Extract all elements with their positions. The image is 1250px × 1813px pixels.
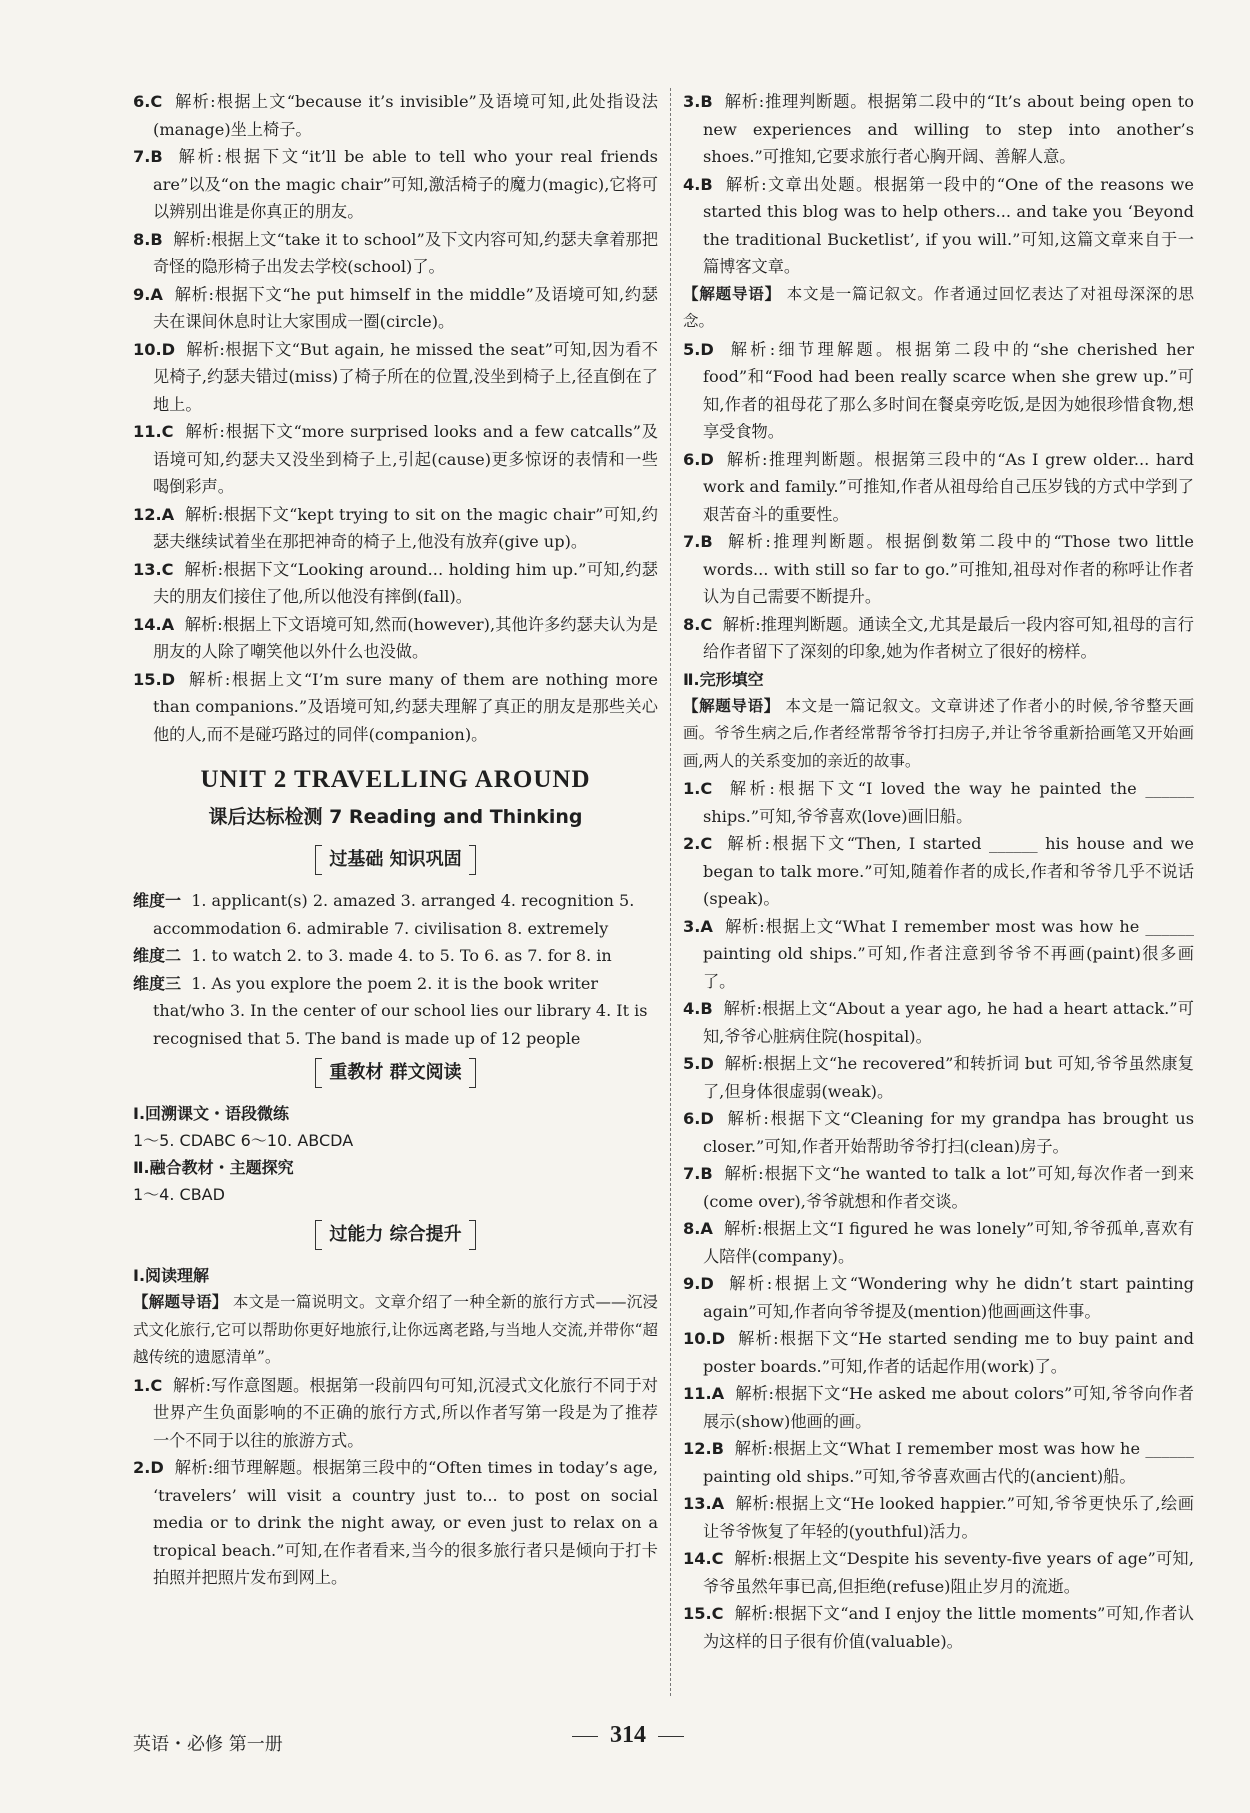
answer-number: 8.A bbox=[683, 1219, 713, 1238]
answer-number: 1.C bbox=[133, 1375, 163, 1395]
answer-explanation: 解析:根据上文“About a year ago, he had a heart attack.”可知,爷爷心脏病住院(hospital)。 bbox=[703, 999, 1194, 1046]
answer-explanation: 解析:根据下文“he put himself in the middle”及语境可知,约瑟夫在课间休息时让大家围成一圈(circle)。 bbox=[153, 284, 658, 331]
answer-explanation: 解析:根据上文“take it to school”及下文内容可知,约瑟夫拿着那把奇怪的隐形椅子出发去学校(school)了。 bbox=[153, 229, 659, 276]
answer-item bbox=[133, 1372, 658, 1455]
answer-explanation: 解析:推理判断题。根据倒数第二段中的“Those two little words... with still so far to go.”可推知,祖母对作者的称呼让作者认为自己需要不断提升。 bbox=[703, 532, 1194, 606]
answer-explanation: 解析:根据下文“Then, I started ______ his house and we began to talk more.”可知,随着作者的成长,作者和爷爷几乎不说话(speak)。 bbox=[703, 834, 1194, 908]
answer-explanation: 解析:根据上文“Despite his seventy-five years of age”可知,爷爷虽然年事已高,但拒绝(refuse)阻止岁月的流逝。 bbox=[703, 1549, 1194, 1596]
answer-explanation: 解析:根据上文“He looked happier.”可知,爷爷更快乐了,绘画让爷爷恢复了年轻的(youthful)活力。 bbox=[703, 1494, 1194, 1541]
answer-explanation: 解析:文章出处题。根据第一段中的“One of the reasons we started this blog was to help others... and take you ‘Beyond the traditional Bucketlist’, if you will.”可知,这篇文章来自于一篇博客文章。 bbox=[703, 174, 1194, 276]
answer-number: 12.B bbox=[683, 1439, 725, 1458]
dimension-label: 维度二 bbox=[133, 946, 182, 965]
section-box-textbook: 重教材 群文阅读 bbox=[315, 1058, 475, 1088]
answer-number: 3.B bbox=[683, 92, 713, 111]
answer-explanation: 解析:根据上文“because it’s invisible”及语境可知,此处指设法(manage)坐上椅子。 bbox=[153, 92, 658, 139]
answer-item bbox=[683, 446, 1194, 529]
answer-explanation: 解析:根据下文“I loved the way he painted the ______ ships.”可知,爷爷喜欢(love)画旧船。 bbox=[703, 779, 1194, 826]
right-mid-answers bbox=[683, 336, 1194, 666]
section-box-basics: 过基础 知识巩固 bbox=[315, 845, 475, 875]
guide-tag: 【解题导语】 bbox=[683, 696, 780, 715]
book-title: 英语・必修 第一册 bbox=[133, 1734, 283, 1755]
answer-explanation: 解析:根据下文“he wanted to talk a lot”可知,每次作者一到来(come over),爷爷就想和作者交谈。 bbox=[703, 1164, 1195, 1211]
answer-explanation: 解析:根据下文“kept trying to sit on the magic chair”可知,约瑟夫继续试着坐在那把神奇的椅子上,他没有放弃(give up)。 bbox=[153, 504, 658, 551]
dimension-line bbox=[133, 970, 658, 1053]
answer-number: 9.A bbox=[133, 284, 163, 304]
answer-number: 5.D bbox=[683, 1054, 714, 1073]
subsection-title: Ⅱ.完形填空 bbox=[683, 669, 764, 689]
answer-item bbox=[133, 666, 658, 749]
left-bottom-answers bbox=[133, 1372, 658, 1592]
answer-item bbox=[683, 995, 1194, 1050]
answer-item bbox=[683, 1325, 1194, 1380]
left-column bbox=[133, 88, 658, 1592]
answer-explanation: 解析:根据上下文语境可知,然而(however),其他许多约瑟夫认为是朋友的人除了嘲笑他以外什么也没做。 bbox=[153, 614, 658, 661]
answer-number: 7.B bbox=[683, 532, 713, 551]
answer-explanation: 解析:写作意图题。根据第一段前四句可知,沉浸式文化旅行不同于对世界产生负面影响的不正确的旅行方式,所以作者写第一段是为了推荐一个不同于以往的旅游方式。 bbox=[153, 1375, 658, 1450]
answer-number: 14.C bbox=[683, 1549, 724, 1568]
column-divider bbox=[670, 88, 671, 1696]
answer-number: 14.A bbox=[133, 614, 175, 634]
answer-number: 11.C bbox=[133, 422, 174, 441]
answer-explanation: 解析:根据下文“more surprised looks and a few catcalls”及语境可知,约瑟夫又没坐到椅子上,引起(cause)更多惊讶的表情和一些喝倒彩声。 bbox=[153, 422, 658, 496]
answer-number: 8.B bbox=[133, 229, 163, 249]
right-column bbox=[683, 88, 1194, 1655]
answer-number: 13.C bbox=[133, 559, 174, 579]
dimension-line bbox=[133, 887, 658, 942]
dimension-label: 维度一 bbox=[133, 891, 182, 910]
guide-paragraph bbox=[133, 1289, 658, 1372]
answer-item bbox=[683, 88, 1194, 171]
answer-number: 5.D bbox=[683, 339, 714, 359]
answer-item bbox=[683, 913, 1194, 996]
answer-number: 4.B bbox=[683, 174, 713, 194]
answer-item bbox=[683, 1105, 1194, 1160]
section-box-ability: 过能力 综合提升 bbox=[315, 1220, 475, 1250]
answer-number: 10.D bbox=[133, 339, 176, 359]
answer-number: 12.A bbox=[133, 504, 175, 524]
dimension-label: 维度三 bbox=[133, 973, 182, 993]
answer-number: 15.C bbox=[683, 1604, 724, 1623]
answer-item bbox=[683, 1050, 1194, 1105]
answer-number: 9.D bbox=[683, 1274, 714, 1293]
dimension-answers bbox=[133, 887, 658, 1052]
answer-number: 7.B bbox=[133, 147, 163, 166]
answer-item bbox=[133, 143, 658, 226]
answer-line: 1～4. CBAD bbox=[133, 1185, 225, 1204]
answer-explanation: 解析:根据上文“What I remember most was how he ______ painting old ships.”可知,爷爷喜欢画古代的(ancient)船。 bbox=[703, 1439, 1194, 1486]
answer-item bbox=[683, 1600, 1194, 1655]
answer-item bbox=[683, 1380, 1194, 1435]
guide-tag: 【解题导语】 bbox=[133, 1293, 228, 1311]
dimension-answers-text: 1. to watch 2. to 3. made 4. to 5. To 6. as 7. for 8. in bbox=[191, 946, 612, 965]
answer-explanation: 解析:根据下文“Cleaning for my grandpa has brought us closer.”可知,作者开始帮助爷爷打扫(clean)房子。 bbox=[703, 1109, 1194, 1156]
answer-item bbox=[133, 611, 658, 666]
answer-number: 1.C bbox=[683, 779, 713, 798]
answer-item bbox=[683, 775, 1194, 830]
dimension-answers-text: 1. As you explore the poem 2. it is the book writer that/who 3. In the center of our school lies our library 4. It is recognised that 5. The band is made up of 12 people bbox=[153, 973, 648, 1048]
answer-explanation: 解析:根据下文“and I enjoy the little moments”可知,作者认为这样的日子很有价值(valuable)。 bbox=[703, 1604, 1194, 1651]
subsection-title: Ⅰ.阅读理解 bbox=[133, 1266, 210, 1285]
right-top-answers bbox=[683, 88, 1194, 281]
lesson-title: 课后达标检测 7 Reading and Thinking bbox=[208, 806, 583, 828]
answer-number: 11.A bbox=[683, 1384, 725, 1403]
answer-explanation: 解析:推理判断题。通读全文,尤其是最后一段内容可知,祖母的言行给作者留下了深刻的印象,她为作者树立了很好的榜样。 bbox=[703, 614, 1194, 661]
dimension-line bbox=[133, 942, 658, 970]
answer-number: 3.A bbox=[683, 916, 713, 936]
answer-explanation: 解析:根据下文“But again, he missed the seat”可知,因为看不见椅子,约瑟夫错过(miss)了椅子所在的位置,没坐到椅子上,径直倒在了地上。 bbox=[153, 339, 658, 414]
dimension-answers-text: 1. applicant(s) 2. amazed 3. arranged 4. recognition 5. accommodation 6. admirable 7. civilisation 8. extremely bbox=[153, 891, 635, 938]
answer-number: 13.A bbox=[683, 1494, 725, 1513]
guide-text: 本文是一篇说明文。文章介绍了一种全新的旅行方式——沉浸式文化旅行,它可以帮助你更好地旅行,让你远离老路,与当地人交流,并带你“超越传统的遗愿清单”。 bbox=[133, 1293, 658, 1366]
guide-text: 本文是一篇记叙文。文章讲述了作者小的时候,爷爷整天画画。爷爷生病之后,作者经常帮爷爷打扫房子,并让爷爷重新拾画笔又开始画画,两人的关系变加的亲近的故事。 bbox=[683, 696, 1194, 770]
answer-explanation: 解析:推理判断题。根据第三段中的“As I grew older... hard work and family.”可推知,作者从祖母给自己压岁钱的方式中学到了艰苦奋斗的重要性。 bbox=[703, 449, 1194, 524]
answer-number: 8.C bbox=[683, 614, 713, 634]
answer-number: 15.D bbox=[133, 669, 176, 689]
answer-line: 1～5. CDABC 6～10. ABCDA bbox=[133, 1131, 354, 1150]
answer-explanation: 解析:根据上文“I’m sure many of them are nothing more than companions.”及语境可知,约瑟夫理解了真正的朋友是那些关心他的人,而不是碰巧路过的同伴(companion)。 bbox=[153, 669, 658, 744]
guide-paragraph bbox=[683, 693, 1194, 776]
answer-item bbox=[133, 226, 658, 281]
answer-number: 4.B bbox=[683, 999, 713, 1018]
answer-item bbox=[133, 556, 658, 611]
answer-item bbox=[133, 418, 658, 501]
answer-explanation: 解析:根据下文“He started sending me to buy paint and poster boards.”可知,作者的话起作用(work)了。 bbox=[703, 1329, 1195, 1376]
answer-item bbox=[683, 611, 1194, 666]
answer-item bbox=[683, 528, 1194, 611]
answer-explanation: 解析:细节理解题。根据第三段中的“Often times in today’s age, ‘travelers’ will visit a country just to... to post on social media or to drink the night away, or even just to relax on a tropical beach.”可知,在作者看来,当今的很多旅行者只是倾向于打卡拍照并把照片发布到网上。 bbox=[153, 1458, 658, 1587]
answer-item bbox=[133, 88, 658, 143]
answer-explanation: 解析:根据下文“it’ll be able to tell who your real friends are”以及“on the magic chair”可知,激活椅子的魔力(magic),它将可以辨别出谁是你真正的朋友。 bbox=[153, 147, 658, 221]
answer-explanation: 解析:根据下文“Looking around... holding him up.”可知,约瑟夫的朋友们接住了他,所以他没有摔倒(fall)。 bbox=[153, 559, 658, 606]
answer-item bbox=[683, 1545, 1194, 1600]
answer-item bbox=[683, 1435, 1194, 1490]
answer-item bbox=[133, 281, 658, 336]
answer-explanation: 解析:推理判断题。根据第二段中的“It’s about being open to new experiences and willing to step into another’s shoes.”可推知,它要求旅行者心胸开阔、善解人意。 bbox=[703, 92, 1195, 166]
answer-item bbox=[683, 171, 1194, 281]
answer-number: 2.D bbox=[133, 1458, 164, 1477]
answer-explanation: 解析:细节理解题。根据第二段中的“she cherished her food”和“Food had been really scarce when she grew up.”可知,作者的祖母花了那么多时间在餐桌旁吃饭,是因为她很珍惜食物,想享受食物。 bbox=[703, 339, 1194, 441]
answer-item bbox=[683, 830, 1194, 913]
right-bottom-answers bbox=[683, 775, 1194, 1655]
answer-item bbox=[683, 1270, 1194, 1325]
subsection-title: Ⅱ.融合教材・主题探究 bbox=[133, 1158, 294, 1177]
answer-item bbox=[683, 1215, 1194, 1270]
answer-explanation: 解析:根据上文“I figured he was lonely”可知,爷爷孤单,喜欢有人陪伴(company)。 bbox=[703, 1219, 1195, 1266]
answer-explanation: 解析:根据下文“He asked me about colors”可知,爷爷向作者展示(show)他画的画。 bbox=[703, 1384, 1194, 1431]
guide-text: 本文是一篇记叙文。作者通过回忆表达了对祖母深深的思念。 bbox=[683, 284, 1194, 330]
answer-number: 7.B bbox=[683, 1164, 713, 1183]
answer-explanation: 解析:根据上文“Wondering why he didn’t start painting again”可知,作者向爷爷提及(mention)他画画这件事。 bbox=[703, 1274, 1195, 1321]
answer-explanation: 解析:根据上文“he recovered”和转折词 but 可知,爷爷虽然康复了,但身体很虚弱(weak)。 bbox=[703, 1054, 1194, 1101]
answer-number: 6.D bbox=[683, 449, 714, 469]
guide-tag: 【解题导语】 bbox=[683, 284, 781, 303]
page-number: 314 bbox=[560, 1722, 696, 1749]
answer-item bbox=[683, 1160, 1194, 1215]
answer-item bbox=[133, 501, 658, 556]
answer-item bbox=[133, 1454, 658, 1592]
answer-item bbox=[133, 336, 658, 419]
answer-number: 6.D bbox=[683, 1109, 714, 1128]
answer-number: 10.D bbox=[683, 1329, 726, 1348]
unit-title: UNIT 2 TRAVELLING AROUND bbox=[200, 766, 591, 793]
answer-item bbox=[683, 1490, 1194, 1545]
answer-item bbox=[683, 336, 1194, 446]
answer-explanation: 解析:根据上文“What I remember most was how he ______ painting old ships.”可知,作者注意到爷爷不再画(paint)很多画了。 bbox=[703, 916, 1194, 991]
left-top-answers bbox=[133, 88, 658, 748]
guide-paragraph bbox=[683, 281, 1194, 336]
subsection-title: Ⅰ.回溯课文・语段微练 bbox=[133, 1104, 290, 1123]
answer-number: 6.C bbox=[133, 92, 163, 111]
answer-number: 2.C bbox=[683, 834, 713, 853]
